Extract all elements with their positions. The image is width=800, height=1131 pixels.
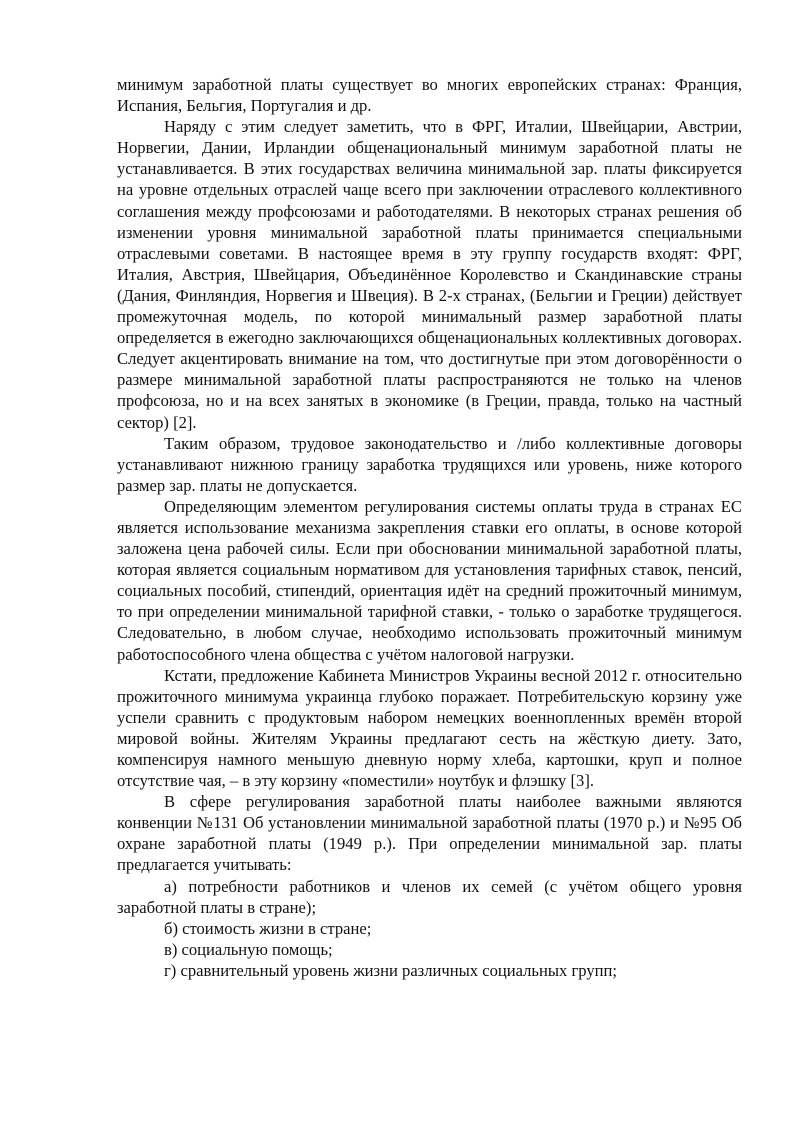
paragraph-2: Наряду с этим следует заметить, что в ФРГ, Италии, Швейцарии, Австрии, Норвегии, Дании, Ирландии общенациональный минимум заработной платы не устанавливается. В этих государствах величина минимальной зар. платы фиксируется на уровне отдельных отраслей чаще всего при заключении отраслевого коллективного соглашения между профсоюзами и работодателями. В некоторых странах решения об изменении уровня минимальной заработной платы принимается специальными отраслевыми советами. В настоящее время в эту группу государств входят: ФРГ, Италия, Австрия, Швейцария, Объединённое Королевство и Скандинавские страны (Дания, Финляндия, Норвегия и Швеция). В 2-х странах, (Бельгии и Греции) действует промежуточная модель, по которой минимальный размер заработной платы определяется в ежегодно заключающихся общенациональных коллективных договорах. Следует акцентировать внимание на том, что достигнутые при этом договорённости о размере минимальной заработной платы распространяются не только на членов профсоюза, но и на всех занятых в экономике (в Греции, правда, только на частный сектор) [2]. bbox=[117, 117, 742, 432]
paragraph-1: минимум заработной платы существует во многих европейских странах: Франция, Испания, Бельгия, Португалия и др. bbox=[117, 75, 742, 116]
document-page bbox=[117, 74, 742, 981]
factor-list bbox=[117, 876, 742, 981]
list-item-a: а) потребности работников и членов их семей (с учётом общего уровня заработной платы в стране); bbox=[117, 876, 742, 917]
list-item-b: б) стоимость жизни в стране; bbox=[164, 918, 372, 938]
paragraph-3: Таким образом, трудовое законодательство и /либо коллективные договоры устанавливают нижнюю границу заработка трудящихся или уровень, ниже которого размер зар. платы не допускается. bbox=[117, 433, 742, 495]
paragraph-6: В сфере регулирования заработной платы наиболее важными являются конвенции №131 Об установлении минимальной заработной платы (1970 р.) и №95 Об охране заработной платы (1949 р.). При определении минимальной зар. платы предлагается учитывать: bbox=[117, 792, 742, 875]
paragraph-5: Кстати, предложение Кабинета Министров Украины весной 2012 г. относительно прожиточного минимума украинца глубоко поражает. Потребительскую корзину уже успели сравнить с продуктовым набором немецких военнопленных времён второй мировой войны. Жителям Украины предлагают сесть на жёсткую диету. Зато, компенсируя намного меньшую дневную норму хлеба, картошки, круп и полное отсутствие чая, – в эту корзину «поместили» ноутбук и флэшку [3]. bbox=[117, 665, 742, 791]
list-item-d: г) сравнительный уровень жизни различных социальных групп; bbox=[164, 960, 618, 980]
paragraph-4: Определяющим элементом регулирования системы оплаты труда в странах ЕС является использование механизма закрепления ставки его оплаты, в основе которой заложена цена рабочей силы. Если при обосновании минимальной заработной платы, которая является социальным нормативом для установления тарифных ставок, пенсий, социальных пособий, стипендий, ориентация идёт на средний прожиточный минимум, то при определении минимальной тарифной ставки, - только о заработке трудящегося. Следовательно, в любом случае, необходимо использовать прожиточный минимум работоспособного члена общества с учётом налоговой нагрузки. bbox=[117, 496, 742, 664]
list-item-c: в) социальную помощь; bbox=[164, 939, 333, 959]
